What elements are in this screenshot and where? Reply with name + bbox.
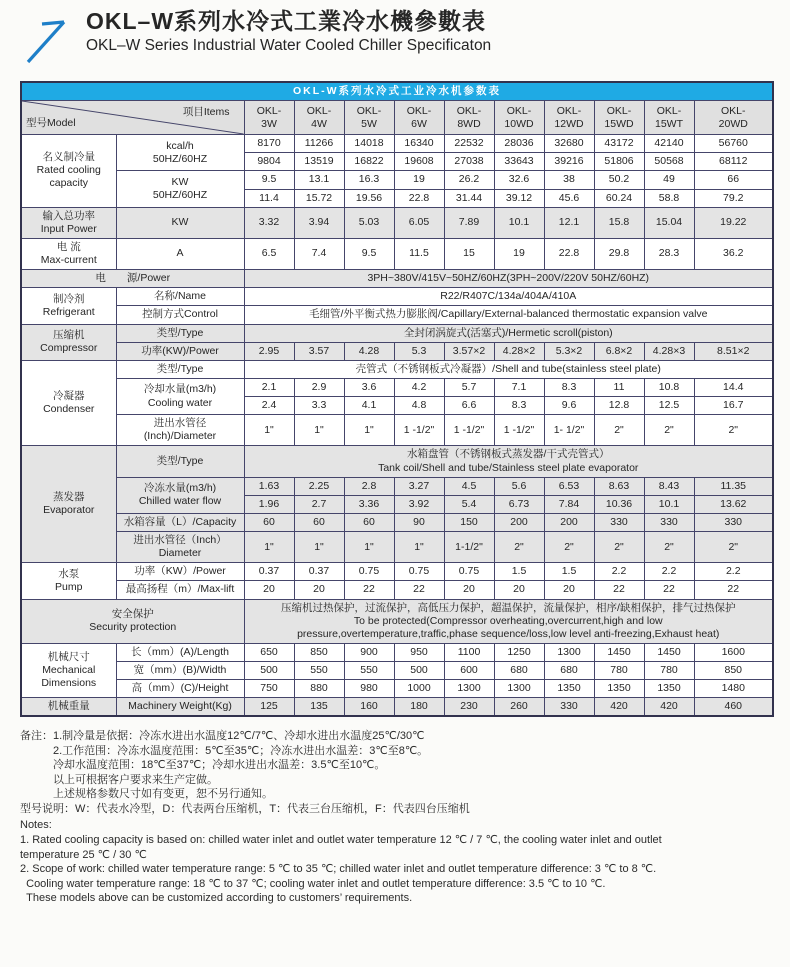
spec-value-cell: 780 — [644, 662, 694, 680]
spec-value-cell: 66 — [694, 171, 773, 189]
spec-value-cell: 28.3 — [644, 238, 694, 269]
spec-value-cell: 58.8 — [644, 189, 694, 207]
spec-value-cell: 8.43 — [644, 477, 694, 495]
note-line: 1. Rated cooling capacity is based on: chilled water inlet and outlet water temperature 12 ℃ / 7 ℃, the cooling water inlet and outlet — [20, 833, 662, 846]
spanning-value-cell: R22/R407C/134a/404A/410A — [244, 288, 773, 306]
spec-value-cell: 2.2 — [694, 563, 773, 581]
row-group-label: 机械重量 — [21, 698, 116, 717]
row-group-label: 制冷剂 Refrigerant — [21, 288, 116, 324]
spec-value-cell: 980 — [344, 680, 394, 698]
spec-value-cell: 1 -1/2" — [444, 415, 494, 446]
spec-value-cell: 420 — [644, 698, 694, 717]
row-item-label: 高（mm）(C)/Height — [116, 680, 244, 698]
spec-value-cell: 1600 — [694, 643, 773, 661]
table-row — [21, 477, 773, 495]
spec-value-cell: 230 — [444, 698, 494, 717]
row-item-label: 冷却水量(m3/h) Cooling water — [116, 378, 244, 414]
spec-value-cell: 200 — [494, 513, 544, 531]
spec-value-cell: 22532 — [444, 135, 494, 153]
spec-value-cell: 22 — [344, 581, 394, 599]
spec-value-cell: 1.63 — [244, 477, 294, 495]
table-row — [21, 135, 773, 153]
notes-chinese — [20, 729, 770, 816]
table-row — [21, 324, 773, 342]
spec-value-cell: 1450 — [644, 643, 694, 661]
spec-value-cell: 29.8 — [594, 238, 644, 269]
spec-value-cell: 20 — [294, 581, 344, 599]
spanning-value-cell: 壳管式（不锈钢板式冷凝器）/Shell and tube(stainless steel plate) — [244, 360, 773, 378]
spec-value-cell: 11266 — [294, 135, 344, 153]
note-line: These models above can be customized according to customers’ requirements. — [20, 892, 413, 905]
spec-value-cell: 13.62 — [694, 495, 773, 513]
row-item-label: 类型/Type — [116, 446, 244, 477]
row-item-label: 功率(KW)/Power — [116, 342, 244, 360]
spec-value-cell: 4.28×2 — [494, 342, 544, 360]
spec-value-cell: 180 — [394, 698, 444, 717]
spec-value-cell: 20 — [244, 581, 294, 599]
table-row — [21, 101, 773, 135]
spec-value-cell: 1 -1/2" — [494, 415, 544, 446]
spec-value-cell: 500 — [244, 662, 294, 680]
spec-value-cell: 49 — [644, 171, 694, 189]
spec-value-cell: 6.05 — [394, 207, 444, 238]
spec-value-cell: 10.1 — [494, 207, 544, 238]
row-group-label: 水泵 Pump — [21, 563, 116, 599]
table-row — [21, 581, 773, 599]
spec-value-cell: 22 — [644, 581, 694, 599]
spec-value-cell: 38 — [544, 171, 594, 189]
spec-value-cell: 135 — [294, 698, 344, 717]
spec-value-cell: 60 — [244, 513, 294, 531]
spec-value-cell: 50568 — [644, 153, 694, 171]
spec-value-cell: 330 — [694, 513, 773, 531]
spec-value-cell: 16822 — [344, 153, 394, 171]
spec-value-cell: 1" — [244, 415, 294, 446]
spanning-value-cell: 3PH~380V/415V~50HZ/60HZ(3PH~200V/220V 50HZ/60HZ) — [244, 270, 773, 288]
spec-value-cell: 16340 — [394, 135, 444, 153]
security-protection-text: 压缩机过热保护，过流保护，高低压力保护，超温保护，流量保护，相序/缺相保护，排气过热保护 To be protected(Compressor overheating,overcurrent,high and low pressure,overtemperature,traffic,phase sequence/loss,low level anti-freezing,Exhaust heat) — [244, 599, 773, 643]
spec-value-cell: 5.03 — [344, 207, 394, 238]
spec-value-cell: 7.4 — [294, 238, 344, 269]
row-item-label: 长（mm）(A)/Length — [116, 643, 244, 661]
spec-value-cell: 56760 — [694, 135, 773, 153]
row-item-label: 进出水管径（Inch） Diameter — [116, 532, 244, 563]
spec-value-cell: 1.5 — [544, 563, 594, 581]
note-line: 2. Scope of work: chilled water temperature range: 5 ℃ to 35 ℃; chilled water inlet and outlet temperature difference: 3 ℃ to 8 ℃. — [20, 863, 657, 876]
spec-value-cell: 50.2 — [594, 171, 644, 189]
spec-value-cell: 2.9 — [294, 378, 344, 396]
row-group-label: 冷凝器 Condenser — [21, 360, 116, 446]
table-row — [21, 643, 773, 661]
spec-value-cell: 14018 — [344, 135, 394, 153]
spec-value-cell: 28036 — [494, 135, 544, 153]
spec-value-cell: 330 — [644, 513, 694, 531]
spec-value-cell: 1 -1/2" — [394, 415, 444, 446]
specification-table — [20, 81, 774, 717]
model-column-header: OKL- 15WD — [594, 101, 644, 135]
spec-value-cell: 22.8 — [544, 238, 594, 269]
spec-value-cell: 3.57 — [294, 342, 344, 360]
row-item-label: 最高扬程（m）/Max-lift — [116, 581, 244, 599]
spec-value-cell: 950 — [394, 643, 444, 661]
row-group-label: 名义制冷量 Rated cooling capacity — [21, 135, 116, 208]
spec-value-cell: 10.1 — [644, 495, 694, 513]
table-row — [21, 532, 773, 563]
row-item-label: 功率（KW）/Power — [116, 563, 244, 581]
spec-value-cell: 900 — [344, 643, 394, 661]
spec-value-cell: 39.12 — [494, 189, 544, 207]
spec-value-cell: 1100 — [444, 643, 494, 661]
row-item-label: 类型/Type — [116, 324, 244, 342]
spec-value-cell: 1350 — [544, 680, 594, 698]
spec-value-cell: 1.5 — [494, 563, 544, 581]
model-column-header: OKL- 8WD — [444, 101, 494, 135]
spec-value-cell: 3.57×2 — [444, 342, 494, 360]
spec-value-cell: 90 — [394, 513, 444, 531]
spec-value-cell: 3.6 — [344, 378, 394, 396]
row-item-label: 冷冻水量(m3/h) Chilled water flow — [116, 477, 244, 513]
notes-english — [20, 818, 770, 905]
spec-value-cell: 60 — [344, 513, 394, 531]
spec-value-cell: 1.96 — [244, 495, 294, 513]
spec-value-cell: 780 — [594, 662, 644, 680]
table-row — [21, 513, 773, 531]
spec-value-cell: 4.28×3 — [644, 342, 694, 360]
spec-value-cell: 16.3 — [344, 171, 394, 189]
spec-value-cell: 1-1/2" — [444, 532, 494, 563]
table-row — [21, 698, 773, 717]
spec-value-cell: 2.1 — [244, 378, 294, 396]
spec-value-cell: 1300 — [444, 680, 494, 698]
spec-value-cell: 31.44 — [444, 189, 494, 207]
spec-value-cell: 1- 1/2" — [544, 415, 594, 446]
spec-value-cell: 2" — [694, 415, 773, 446]
page-title-en: OKL–W Series Industrial Water Cooled Chiller Specificaton — [86, 37, 492, 55]
spec-value-cell: 51806 — [594, 153, 644, 171]
spec-value-cell: 1350 — [594, 680, 644, 698]
row-item-label: 电 源/Power — [21, 270, 244, 288]
spec-value-cell: 15.04 — [644, 207, 694, 238]
spec-value-cell: 500 — [394, 662, 444, 680]
table-row — [21, 599, 773, 643]
note-line: Cooling water temperature range: 18 ℃ to 37 ℃; cooling water inlet and outlet temperature difference: 3.5 ℃ to 10 ℃. — [20, 877, 606, 890]
spec-value-cell: 1" — [244, 532, 294, 563]
spec-value-cell: 15.8 — [594, 207, 644, 238]
table-row — [21, 415, 773, 446]
spec-value-cell: 5.3 — [394, 342, 444, 360]
spec-value-cell: 19 — [394, 171, 444, 189]
spec-value-cell: 4.1 — [344, 397, 394, 415]
table-row — [21, 171, 773, 189]
table-row — [21, 360, 773, 378]
brand-arrow-icon — [20, 8, 76, 71]
spec-value-cell: 1" — [344, 415, 394, 446]
spec-value-cell: 27038 — [444, 153, 494, 171]
model-column-header: OKL- 3W — [244, 101, 294, 135]
note-line: 备注：1.制冷量是依据：冷冻水进出水温度12℃/7℃、冷却水进出水温度25℃/30℃ — [20, 730, 425, 743]
spec-value-cell: 850 — [294, 643, 344, 661]
spanning-value-cell: 水箱盘管（不锈钢板式蒸发器/干式壳管式） Tank coil/Shell and tube/Stainless steel plate evaporator — [244, 446, 773, 477]
spec-value-cell: 2.95 — [244, 342, 294, 360]
table-row — [21, 306, 773, 324]
spanning-value-cell: 全封闭涡旋式(活塞式)/Hermetic scroll(piston) — [244, 324, 773, 342]
table-row — [21, 270, 773, 288]
spec-value-cell: 1450 — [594, 643, 644, 661]
spec-value-cell: 200 — [544, 513, 594, 531]
spec-value-cell: 1000 — [394, 680, 444, 698]
row-group-label: 输入总功率 Input Power — [21, 207, 116, 238]
note-line: 以上可根据客户要求来生产定做。 — [20, 773, 218, 786]
spec-value-cell: 19.22 — [694, 207, 773, 238]
spec-value-cell: 1" — [294, 415, 344, 446]
model-column-header: OKL- 15WT — [644, 101, 694, 135]
spec-value-cell: 6.53 — [544, 477, 594, 495]
spec-value-cell: 1480 — [694, 680, 773, 698]
spec-value-cell: 150 — [444, 513, 494, 531]
table-row — [21, 342, 773, 360]
row-group-label: 电 流 Max-current — [21, 238, 116, 269]
model-column-header: OKL- 20WD — [694, 101, 773, 135]
spec-value-cell: 6.8×2 — [594, 342, 644, 360]
spec-value-cell: 1250 — [494, 643, 544, 661]
spec-value-cell: 9.5 — [244, 171, 294, 189]
model-column-header: OKL- 5W — [344, 101, 394, 135]
note-line: 型号说明：W：代表水冷型，D：代表两台压缩机，T：代表三台压缩机，F：代表四台压缩机 — [20, 802, 470, 815]
spec-value-cell: 4.8 — [394, 397, 444, 415]
spec-value-cell: 330 — [594, 513, 644, 531]
spec-value-cell: 60 — [294, 513, 344, 531]
spec-value-cell: 60.24 — [594, 189, 644, 207]
spec-value-cell: 5.6 — [494, 477, 544, 495]
row-group-label: 安全保护 Security protection — [21, 599, 244, 643]
spec-value-cell: 160 — [344, 698, 394, 717]
spec-value-cell: 22 — [594, 581, 644, 599]
note-line: 2.工作范围：冷冻水温度范围：5℃至35℃；冷冻水进出水温差：3℃至8℃。 — [20, 744, 429, 757]
spec-value-cell: 22 — [394, 581, 444, 599]
spec-value-cell: 4.5 — [444, 477, 494, 495]
row-item-label: 名称/Name — [116, 288, 244, 306]
row-group-label: 蒸发器 Evaporator — [21, 446, 116, 563]
corner-header-cell — [21, 101, 244, 135]
spec-value-cell: 7.84 — [544, 495, 594, 513]
spec-value-cell: 0.75 — [344, 563, 394, 581]
row-item-label: KW 50HZ/60HZ — [116, 171, 244, 207]
spec-value-cell: 680 — [544, 662, 594, 680]
table-row — [21, 680, 773, 698]
spec-value-cell: 460 — [694, 698, 773, 717]
corner-items-label: 项目Items — [182, 106, 230, 119]
spec-value-cell: 45.6 — [544, 189, 594, 207]
row-item-label: 水箱容量（L）/Capacity — [116, 513, 244, 531]
spec-value-cell: 11.4 — [244, 189, 294, 207]
spec-value-cell: 8170 — [244, 135, 294, 153]
spec-value-cell: 12.5 — [644, 397, 694, 415]
row-group-label: 压缩机 Compressor — [21, 324, 116, 360]
model-column-header: OKL- 6W — [394, 101, 444, 135]
spec-value-cell: 5.3×2 — [544, 342, 594, 360]
spec-value-cell: 68112 — [694, 153, 773, 171]
spec-value-cell: 15 — [444, 238, 494, 269]
spec-value-cell: 36.2 — [694, 238, 773, 269]
note-line: Notes: — [20, 819, 52, 832]
spec-value-cell: 8.3 — [544, 378, 594, 396]
spec-value-cell: 22 — [694, 581, 773, 599]
page-title-zh: OKL–W系列水冷式工業冷水機參數表 — [86, 8, 487, 34]
spec-value-cell: 13519 — [294, 153, 344, 171]
spec-value-cell: 79.2 — [694, 189, 773, 207]
spec-value-cell: 7.89 — [444, 207, 494, 238]
model-column-header: OKL- 4W — [294, 101, 344, 135]
spec-value-cell: 8.3 — [494, 397, 544, 415]
note-line: 冷却水温度范围：18℃至37℃；冷却水进出水温差：3.5℃至10℃。 — [20, 759, 386, 772]
spec-value-cell: 8.51×2 — [694, 342, 773, 360]
spec-value-cell: 330 — [544, 698, 594, 717]
spec-value-cell: 680 — [494, 662, 544, 680]
note-line: 上述规格参数尺寸如有变更，恕不另行通知。 — [20, 788, 273, 801]
spec-value-cell: 1300 — [494, 680, 544, 698]
spec-value-cell: 20 — [544, 581, 594, 599]
spec-value-cell: 420 — [594, 698, 644, 717]
spec-value-cell: 2" — [694, 532, 773, 563]
spec-value-cell: 11.5 — [394, 238, 444, 269]
spec-value-cell: 20 — [494, 581, 544, 599]
spec-value-cell: 1" — [344, 532, 394, 563]
spec-value-cell: 550 — [344, 662, 394, 680]
spec-value-cell: 1" — [294, 532, 344, 563]
spec-value-cell: 39216 — [544, 153, 594, 171]
spec-value-cell: 13.1 — [294, 171, 344, 189]
spec-value-cell: 0.75 — [444, 563, 494, 581]
spec-value-cell: 3.32 — [244, 207, 294, 238]
spec-value-cell: 42140 — [644, 135, 694, 153]
row-item-label: KW — [116, 207, 244, 238]
spec-value-cell: 11 — [594, 378, 644, 396]
table-row — [21, 563, 773, 581]
table-title: OKL-W系列水冷式工业冷水机参数表 — [21, 82, 773, 101]
table-row — [21, 238, 773, 269]
table-row — [21, 446, 773, 477]
spec-value-cell: 2" — [544, 532, 594, 563]
spec-value-cell: 600 — [444, 662, 494, 680]
spec-value-cell: 2.4 — [244, 397, 294, 415]
spec-value-cell: 2" — [494, 532, 544, 563]
table-row — [21, 207, 773, 238]
spec-value-cell: 3.3 — [294, 397, 344, 415]
model-column-header: OKL- 10WD — [494, 101, 544, 135]
row-item-label: kcal/h 50HZ/60HZ — [116, 135, 244, 171]
spec-value-cell: 0.37 — [244, 563, 294, 581]
spec-value-cell: 3.94 — [294, 207, 344, 238]
spec-value-cell: 9.6 — [544, 397, 594, 415]
spec-value-cell: 22.8 — [394, 189, 444, 207]
spec-value-cell: 12.1 — [544, 207, 594, 238]
spec-value-cell: 32680 — [544, 135, 594, 153]
spec-value-cell: 9.5 — [344, 238, 394, 269]
spec-value-cell: 4.28 — [344, 342, 394, 360]
spec-value-cell: 2.7 — [294, 495, 344, 513]
spec-value-cell: 650 — [244, 643, 294, 661]
spec-value-cell: 850 — [694, 662, 773, 680]
spec-value-cell: 33643 — [494, 153, 544, 171]
spec-value-cell: 1" — [394, 532, 444, 563]
spec-value-cell: 3.92 — [394, 495, 444, 513]
page-header — [20, 8, 770, 71]
row-item-label: Machinery Weight(Kg) — [116, 698, 244, 717]
note-line: temperature 25 ℃ / 30 ℃ — [20, 848, 147, 861]
spec-value-cell: 16.7 — [694, 397, 773, 415]
spec-value-cell: 43172 — [594, 135, 644, 153]
spec-value-cell: 6.73 — [494, 495, 544, 513]
spec-value-cell: 10.8 — [644, 378, 694, 396]
spec-value-cell: 2" — [594, 415, 644, 446]
spec-value-cell: 2" — [594, 532, 644, 563]
spec-value-cell: 2.8 — [344, 477, 394, 495]
spec-value-cell: 0.75 — [394, 563, 444, 581]
corner-model-label: 型号Model — [26, 117, 76, 129]
spec-value-cell: 12.8 — [594, 397, 644, 415]
spec-value-cell: 4.2 — [394, 378, 444, 396]
row-item-label: 宽（mm）(B)/Width — [116, 662, 244, 680]
spec-value-cell: 32.6 — [494, 171, 544, 189]
spec-value-cell: 2" — [644, 415, 694, 446]
spanning-value-cell: 毛细管/外平衡式热力膨胀阀/Capillary/External-balanced thermostatic expansion valve — [244, 306, 773, 324]
table-row — [21, 662, 773, 680]
spec-value-cell: 880 — [294, 680, 344, 698]
spec-value-cell: 3.36 — [344, 495, 394, 513]
spec-value-cell: 14.4 — [694, 378, 773, 396]
row-item-label: 类型/Type — [116, 360, 244, 378]
spec-value-cell: 19 — [494, 238, 544, 269]
table-row — [21, 288, 773, 306]
spec-value-cell: 125 — [244, 698, 294, 717]
spec-value-cell: 550 — [294, 662, 344, 680]
row-item-label: A — [116, 238, 244, 269]
spec-value-cell: 6.6 — [444, 397, 494, 415]
table-row — [21, 378, 773, 396]
spec-value-cell: 2.2 — [644, 563, 694, 581]
spec-value-cell: 1350 — [644, 680, 694, 698]
spec-value-cell: 3.27 — [394, 477, 444, 495]
spec-value-cell: 1300 — [544, 643, 594, 661]
spec-value-cell: 19.56 — [344, 189, 394, 207]
spec-value-cell: 26.2 — [444, 171, 494, 189]
spec-value-cell: 5.7 — [444, 378, 494, 396]
model-column-header: OKL- 12WD — [544, 101, 594, 135]
row-item-label: 进出水管径 (Inch)/Diameter — [116, 415, 244, 446]
spec-value-cell: 20 — [444, 581, 494, 599]
spec-value-cell: 0.37 — [294, 563, 344, 581]
row-item-label: 控制方式Control — [116, 306, 244, 324]
spec-value-cell: 7.1 — [494, 378, 544, 396]
spec-value-cell: 5.4 — [444, 495, 494, 513]
spec-value-cell: 2.2 — [594, 563, 644, 581]
spec-value-cell: 15.72 — [294, 189, 344, 207]
spec-value-cell: 11.35 — [694, 477, 773, 495]
spec-value-cell: 2" — [644, 532, 694, 563]
spec-value-cell: 2.25 — [294, 477, 344, 495]
document-titles — [86, 8, 491, 55]
spec-value-cell: 8.63 — [594, 477, 644, 495]
spec-value-cell: 10.36 — [594, 495, 644, 513]
spec-value-cell: 750 — [244, 680, 294, 698]
spec-value-cell: 9804 — [244, 153, 294, 171]
spec-value-cell: 260 — [494, 698, 544, 717]
spec-value-cell: 6.5 — [244, 238, 294, 269]
spec-value-cell: 19608 — [394, 153, 444, 171]
row-group-label: 机械尺寸 Mechanical Dimensions — [21, 643, 116, 697]
